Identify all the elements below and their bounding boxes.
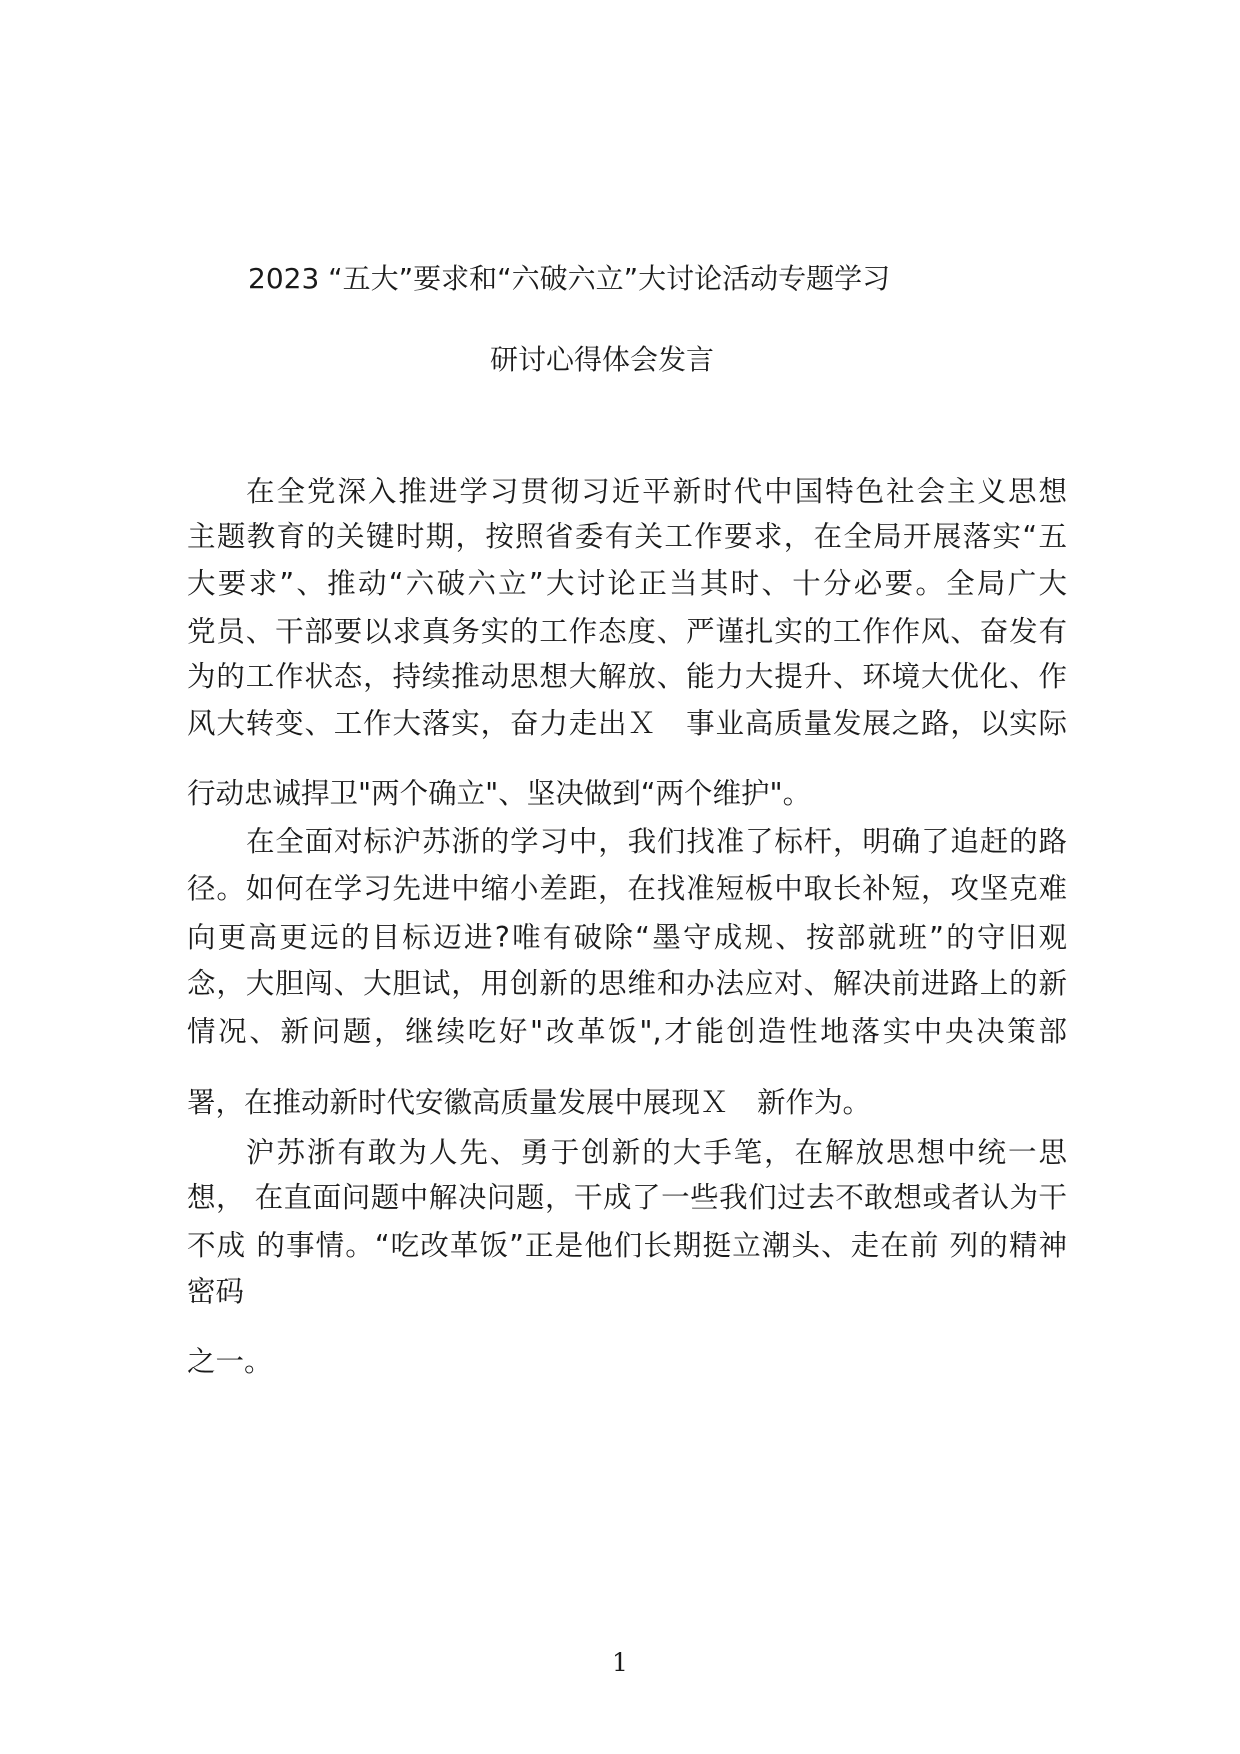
- paragraph-1-line-3: 大要求”、推动“六破六立”大讨论正当其时、十分必要。全局广大: [187, 567, 1067, 600]
- paragraph-2-line-5: 情况、新问题，继续吃好"改革饭",才能创造性地落实中央决策部: [187, 1015, 1067, 1048]
- document-title-line-2: 研讨心得体会发言: [490, 343, 715, 376]
- paragraph-1-line-7: 行动忠诚捍卫"两个确立"、坚决做到“两个维护"。: [187, 777, 812, 810]
- page-number: 1: [612, 1648, 628, 1677]
- paragraph-1-line-2: 主题教育的关键时期，按照省委有关工作要求，在全局开展落实“五: [187, 520, 1067, 553]
- paragraph-2-line-3: 向更高更远的目标迈进?唯有破除“墨守成规、按部就班”的守旧观: [187, 921, 1067, 954]
- paragraph-3-line-3: 不成 的事情。“吃改革饭”正是他们长期挺立潮头、走在前 列的精神: [187, 1229, 1067, 1262]
- paragraph-2-line-2: 径。如何在学习先进中缩小差距，在找准短板中取长补短，攻坚克难: [187, 872, 1067, 905]
- paragraph-2-line-1: 在全面对标沪苏浙的学习中，我们找准了标杆，明确了追赶的路: [246, 825, 1067, 858]
- paragraph-1-line-1: 在全党深入推进学习贯彻习近平新时代中国特色社会主义思想: [246, 475, 1067, 508]
- paragraph-1-line-5: 为的工作状态，持续推动思想大解放、能力大提升、环境大优化、作: [187, 660, 1067, 693]
- paragraph-2-line-4: 念，大胆闯、大胆试，用创新的思维和办法应对、解决前进路上的新: [187, 967, 1067, 1000]
- paragraph-3-line-4: 密码: [187, 1275, 245, 1308]
- document-title-line-1: 2023 “五大”要求和“六破六立”大讨论活动专题学习: [248, 262, 891, 295]
- paragraph-2-line-6: 署，在推动新时代安徽高质量发展中展现Ｘ 新作为。: [187, 1086, 872, 1119]
- paragraph-3-line-1: 沪苏浙有敢为人先、勇于创新的大手笔，在解放思想中统一思: [246, 1136, 1067, 1169]
- paragraph-1-line-4: 党员、干部要以求真务实的工作态度、严谨扎实的工作作风、奋发有: [187, 615, 1067, 648]
- paragraph-3-line-5: 之一。: [187, 1345, 273, 1378]
- paragraph-3-line-2: 想， 在直面问题中解决问题，干成了一些我们过去不敢想或者认为干: [187, 1181, 1067, 1214]
- paragraph-1-line-6: 风大转变、工作大落实，奋力走出Ｘ 事业高质量发展之路，以实际: [187, 707, 1067, 740]
